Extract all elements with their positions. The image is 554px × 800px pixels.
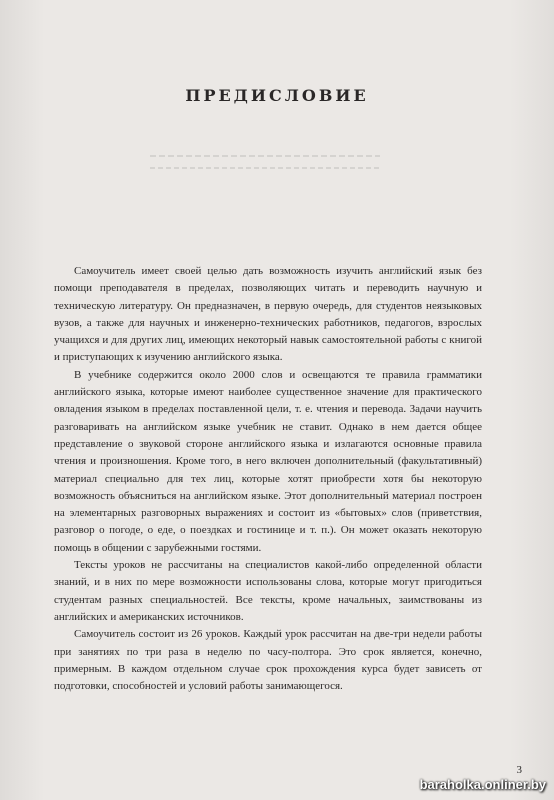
- paragraph: В учебнике содержится около 2000 слов и освещаются те правила грамматики английского языка, которые имеют наиболее существенное значение для практического овладения языком в пределах поставленной цели, т. е. чтения и перевода. Задачи научить разговаривать на английском языке учебник не ставит. Однако в нем дается общее представление о звуковой стороне английского языка и излагаются основные правила чтения и произношения. Кроме того, в него включен дополнительный (факультативный) материал специально для тех лиц, которые хотят приобрести хотя бы некоторую возможность объясниться на английском языке. Этот дополнительный материал построен на элементарных разговорных выражениях и состоит из «бытовых» слов (приветствия, разговор о погоде, о еде, о поездках и гостинице и т. п.). Он может оказать некоторую помощь в общении с зарубежными гостями.: [54, 368, 482, 554]
- paragraph: Самоучитель состоит из 26 уроков. Каждый урок рассчитан на две-три недели работы при занятиях по три раза в неделю по часу-полтора. Это срок является, конечно, примерным. В каждом отдельном случае срок прохождения курса будет зависеть от подготовки, способностей и условий работы занимающегося.: [54, 628, 482, 693]
- paragraph: Тексты уроков не рассчитаны на специалистов какой-либо определенной области знаний, и в них по мере возможности использованы слова, которые могут пригодиться студентам разных специальностей. Все тексты, кроме начальных, заимствованы из английских и американских источников.: [54, 559, 482, 623]
- show-through-text: [150, 155, 380, 181]
- body-text: [54, 263, 482, 695]
- watermark: baraholka.onliner.by: [419, 777, 546, 792]
- page-title: ПРЕДИСЛОВИЕ: [185, 86, 369, 105]
- page-number: 3: [516, 764, 522, 776]
- paragraph: Самоучитель имеет своей целью дать возможность изучить английский язык без помощи преподавателя в пределах, позволяющих читать и переводить научную и техническую литературу. Он предназначен, в первую очередь, для студентов неязыковых вузов, а также для научных и инженерно-технических работников, педагогов, взрослых учащихся и для других лиц, имеющих некоторый навык самостоятельной работы с книгой и приступающих к изучению английского языка.: [54, 265, 482, 364]
